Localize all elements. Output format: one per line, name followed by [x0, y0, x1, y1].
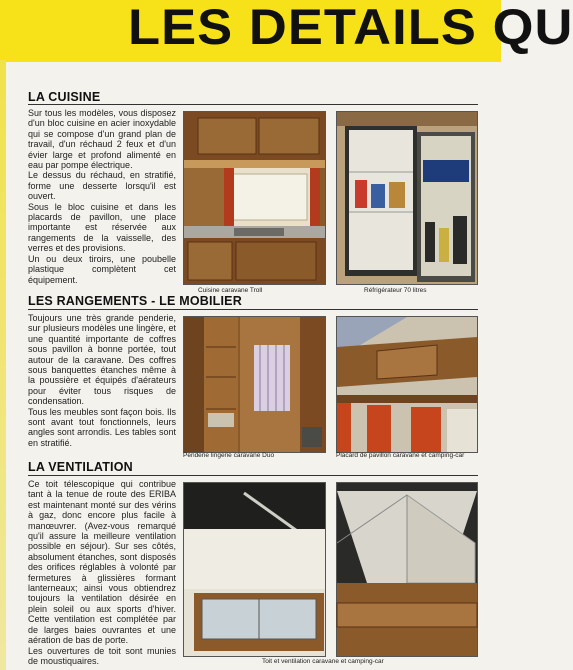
- section-title-rangements: LES RANGEMENTS - LE MOBILIER: [28, 294, 242, 308]
- photo-kitchen: [183, 111, 326, 285]
- caption-fridge: Réfrigérateur 70 litres: [364, 287, 427, 294]
- caption-cabinet: Placard de pavillon caravane et camping-car: [336, 452, 465, 459]
- paragraph: Un ou deux tiroirs, une poubelle plastique complètent cet équipement.: [28, 253, 176, 285]
- paragraph: Les ouvertures de toit sont munies de moustiquaires.: [28, 645, 176, 666]
- caption-kitchen: Cuisine caravane Troll: [198, 287, 263, 294]
- paragraph: Ce toit télescopique qui contribue tant à la tenue de route des ERIBA est maintenant monté sur des vérins à gaz, donc encore plus facile à manœuvrer. (Avez-vous remarqué qu'il assure la meilleure ventilation possible en séjour). Sur ses côtés, absolument étanches, sont disposés des orifices réglables à volonté par fermetures à glissières formant lanterneaux; ainsi vous obtiendrez toujours la ventilation désirée en plein soleil ou aux sports d'hiver. Cette ventilation est complétée par de larges baies ouvrantes et une aération de bas de porte.: [28, 479, 176, 646]
- caption-wardrobe: Penderie lingerie caravane Duo: [183, 452, 275, 459]
- photo-cabinet: [336, 316, 478, 453]
- paragraph: Sur tous les modèles, vous disposez d'un bloc cuisine en acier inoxydable qui se compose d'un grand plan de travail, d'un réchaud 2 feux et d'un évier large et profond alimenté en eau par pompe électrique.: [28, 108, 176, 171]
- section-rule: [28, 475, 478, 476]
- section-title-ventilation: LA VENTILATION: [28, 460, 133, 474]
- page-title: LES DETAILS QU: [128, 0, 573, 55]
- section-rule: [28, 104, 478, 105]
- photo-roof-right: [336, 482, 478, 657]
- photo-fridge: [336, 111, 478, 285]
- section-title-cuisine: LA CUISINE: [28, 90, 101, 104]
- paragraph: Toujours une très grande penderie, sur plusieurs modèles une lingère, et une quantité importante de coffres sous pavillon à bonne portée, tout autour de la caravane. Des coffres sous banquettes étanches même à la poussière et équipés d'aérateurs pour éviter tous risques de condensation.: [28, 313, 176, 407]
- section-text-rangements: [28, 313, 176, 448]
- caption-roof: Toit et ventilation caravane et camping-car: [262, 658, 384, 665]
- paragraph: Sous le bloc cuisine et dans les placards de pavillon, une place importante est réservée aux rangements de la vaisselle, des verres et des provisions.: [28, 201, 176, 254]
- section-text-ventilation: [28, 479, 176, 666]
- paragraph: Le dessus du réchaud, en stratifié, forme une desserte lorsqu'il est ouvert.: [28, 170, 176, 202]
- photo-roof-left: [183, 482, 326, 657]
- page-edge-shadow: [0, 60, 6, 670]
- header-banner: [0, 0, 573, 62]
- section-rule: [28, 309, 478, 310]
- paragraph: Tous les meubles sont façon bois. Ils sont avant tout fonctionnels, leurs angles sont arrondis. Les tables sont en stratifié.: [28, 406, 176, 448]
- section-text-cuisine: [28, 108, 176, 285]
- photo-wardrobe: [183, 316, 326, 453]
